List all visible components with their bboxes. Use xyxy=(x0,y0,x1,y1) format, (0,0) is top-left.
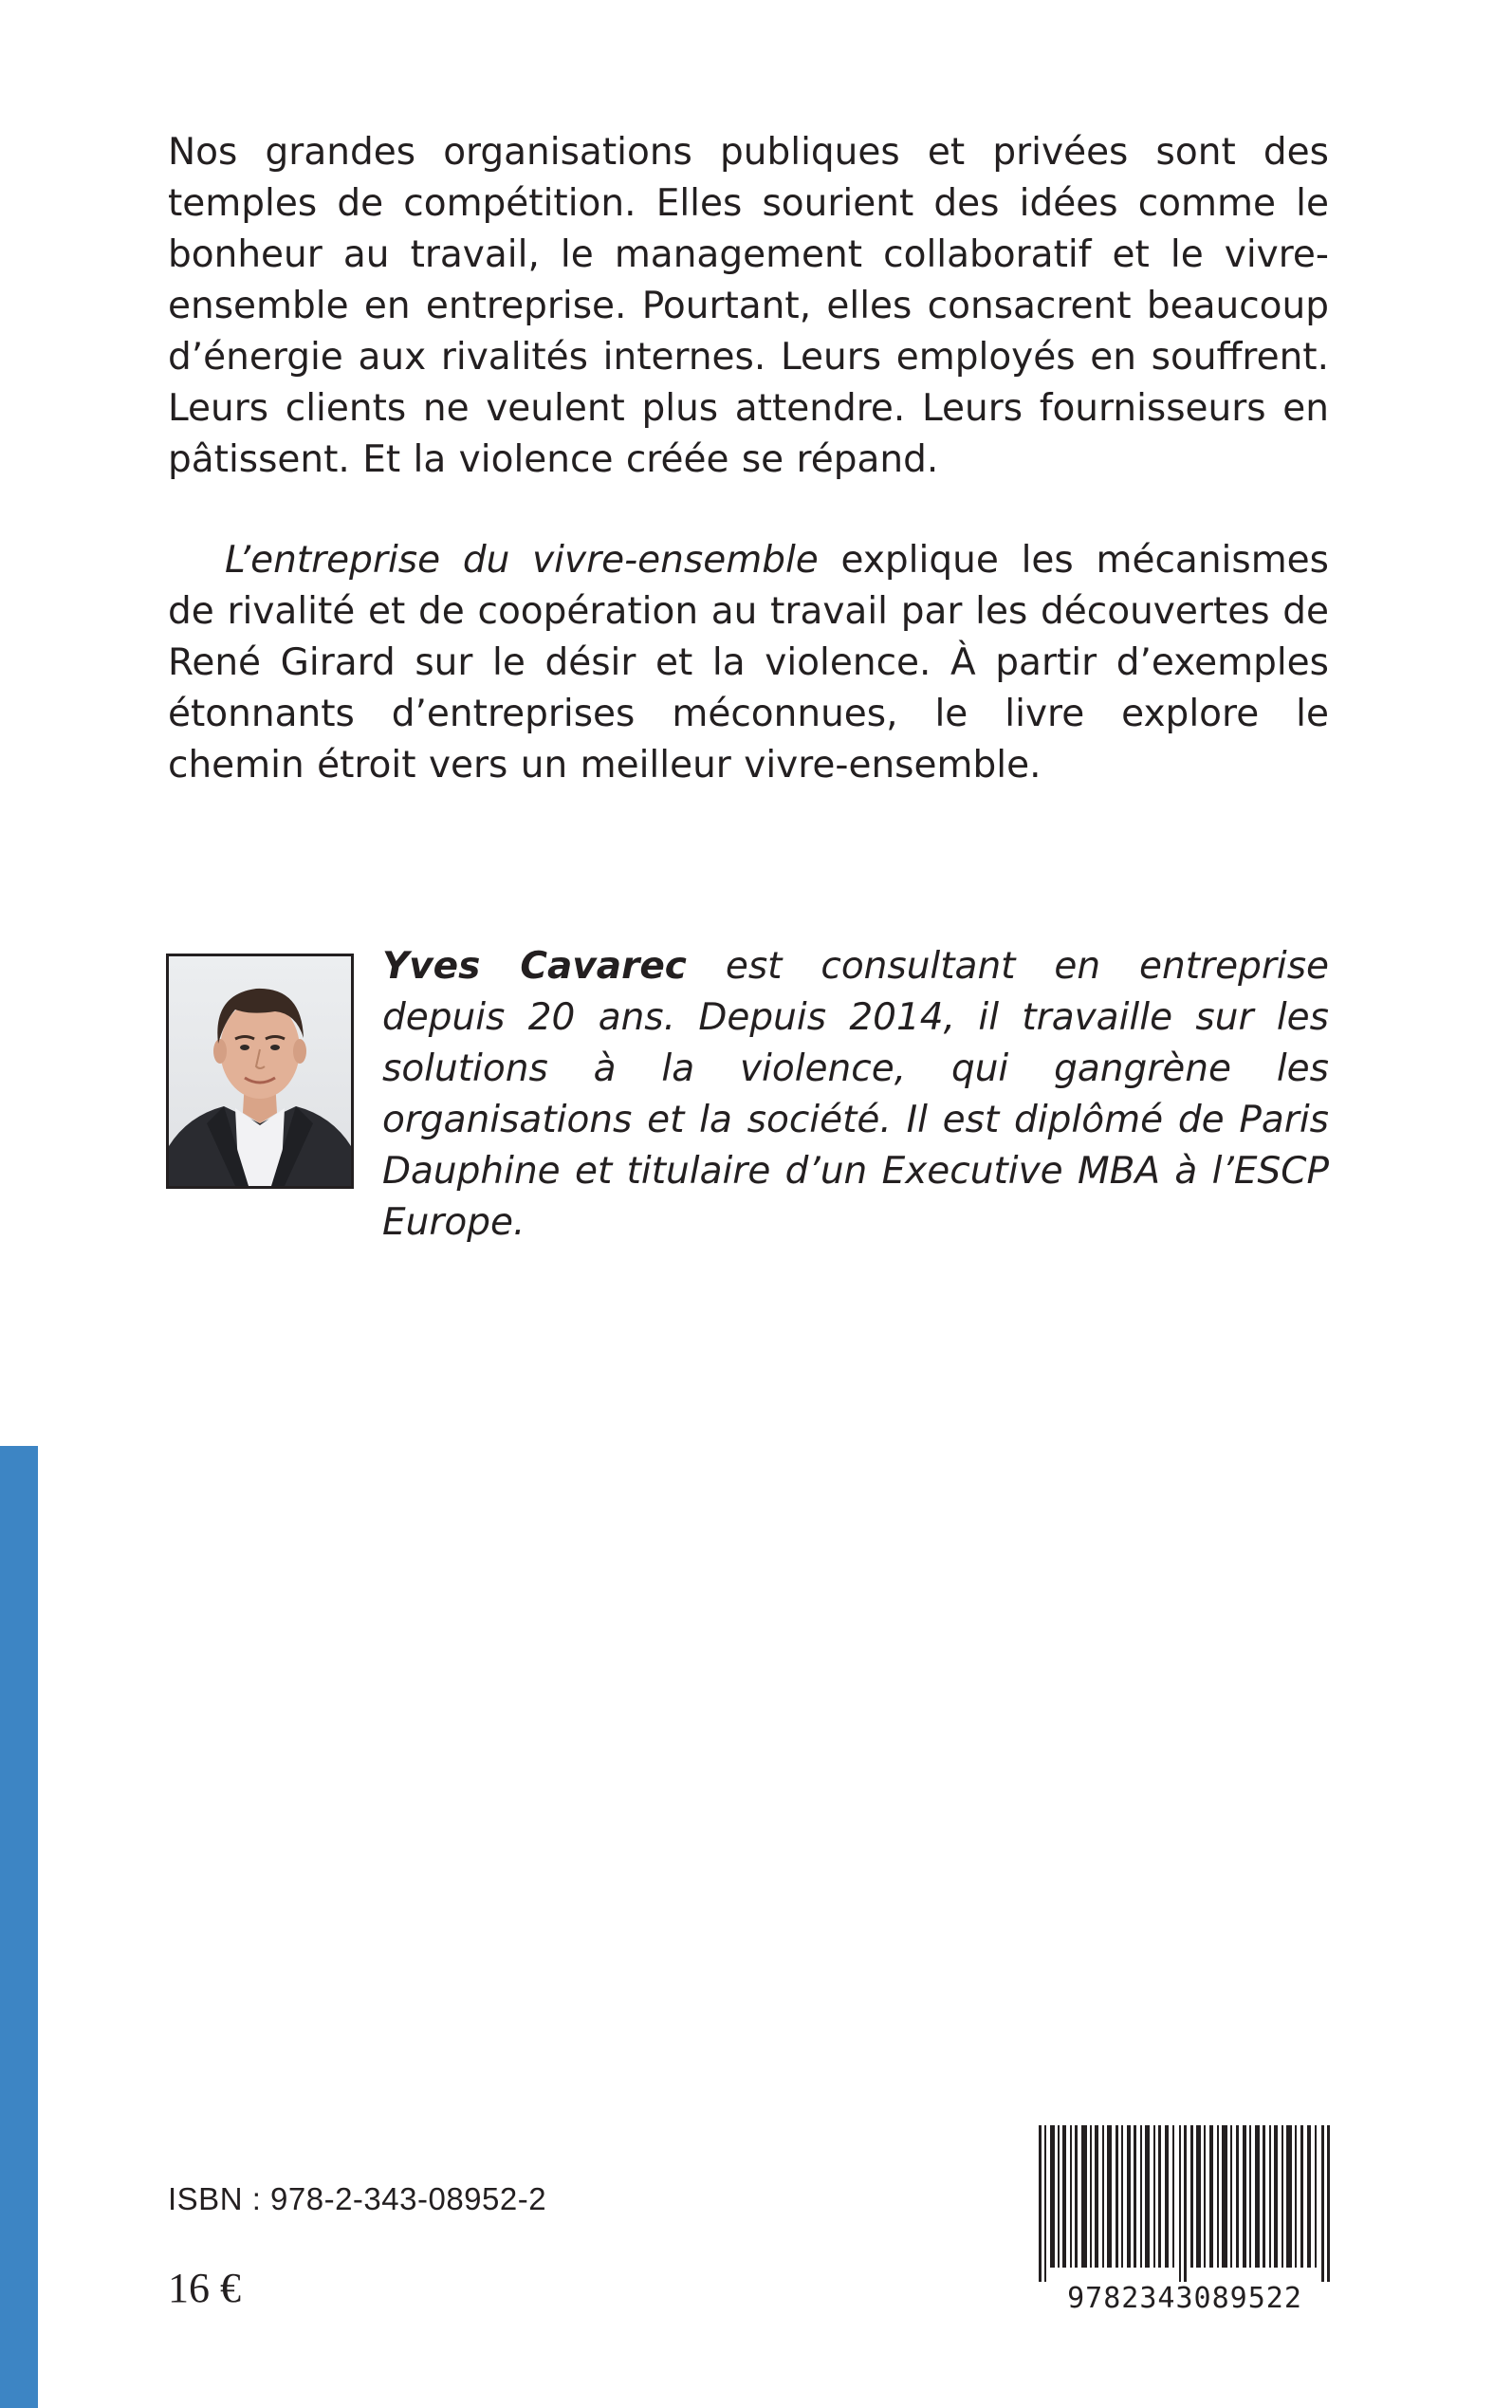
book-title-italic: L’entreprise du vivre-ensemble xyxy=(225,539,819,582)
author-name: Yves Cavarec xyxy=(382,945,687,988)
author-bio-text: est consultant en entreprise depuis 20 ans. Depuis 2014, il travaille sur les solutions à la violence, qui gangrène les organisations et la société. Il est diplômé de Paris Dauphine et titulaire d’un Executive MBA à l’ESCP Europe. xyxy=(382,945,1330,1244)
summary-paragraph-1: Nos grandes organisations publiques et privées sont des temples de compétition. Elles sourient des idées comme le bonheur au travail, le management collaboratif et le vivre-ensemble en entreprise. Pourtant, elles consacrent beaucoup d’énergie aux rivalités internes. Leurs employés en souffrent. Leurs clients ne veulent plus attendre. Leurs fournisseurs en pâtissent. Et la violence créée se répand. xyxy=(168,131,1329,481)
isbn-label: ISBN : 978-2-343-08952-2 xyxy=(168,2181,547,2216)
summary-paragraph-2 xyxy=(168,535,1329,791)
author-portrait-icon xyxy=(169,956,351,1186)
summary-paragraph-2-text: explique les mécanismes de rivalité et de coopération au travail par les découvertes de René Girard sur le désir et la violence. À partir d’exemples étonnants d’entreprises méconnues, le livre explore le chemin étroit vers un meilleur vivre-ensemble. xyxy=(168,539,1329,787)
price-label: 16 € xyxy=(168,2265,241,2311)
barcode-bars-icon xyxy=(1037,2125,1333,2283)
author-bio xyxy=(382,941,1329,1249)
barcode-number: 9782343089522 xyxy=(1037,2282,1333,2315)
author-photo xyxy=(166,954,354,1189)
blue-accent-band xyxy=(0,1446,38,2408)
